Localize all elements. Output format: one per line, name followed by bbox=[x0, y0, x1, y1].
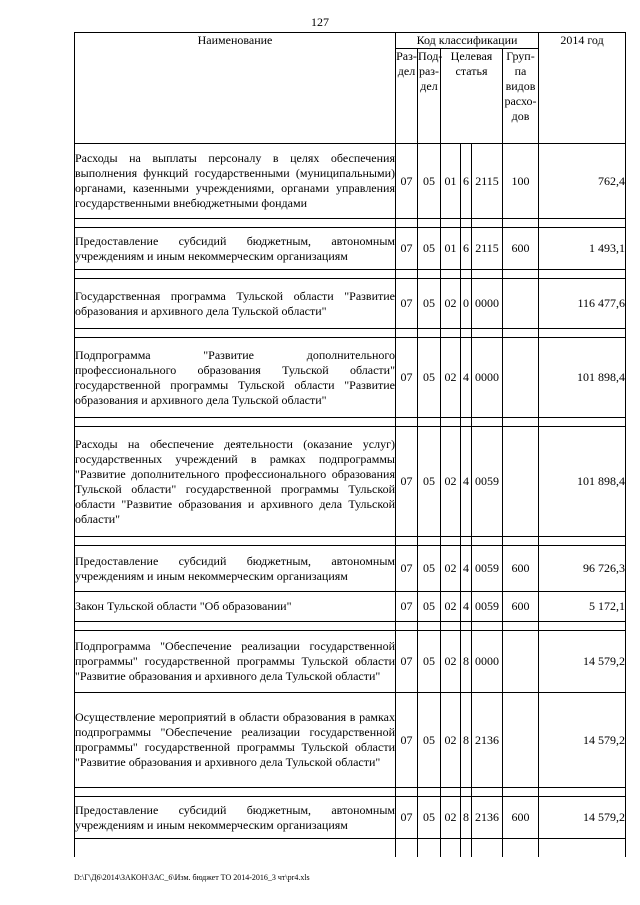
cell-cs3: 2136 bbox=[472, 797, 503, 839]
cell-vid: 600 bbox=[503, 546, 539, 592]
row-spacer bbox=[75, 329, 626, 338]
cell-vid: 100 bbox=[503, 144, 539, 219]
cell-razdel: 07 bbox=[396, 693, 418, 788]
row-spacer bbox=[75, 537, 626, 546]
cell-vid bbox=[503, 427, 539, 537]
cell-razdel: 07 bbox=[396, 631, 418, 693]
cell-amount: 96 726,3 bbox=[539, 546, 626, 592]
cell-razdel: 07 bbox=[396, 338, 418, 418]
cell-vid bbox=[503, 279, 539, 329]
cell-cs3: 2136 bbox=[472, 693, 503, 788]
cell-vid bbox=[503, 693, 539, 788]
row-spacer bbox=[75, 788, 626, 797]
cell-cs1: 02 bbox=[441, 693, 461, 788]
cell-razdel: 07 bbox=[396, 427, 418, 537]
cell-amount: 5 172,1 bbox=[539, 592, 626, 622]
cell-cs1: 02 bbox=[441, 279, 461, 329]
cell-cs3: 0059 bbox=[472, 592, 503, 622]
row-name: Предоставление субсидий бюджетным, автономным учреждениям и иным некоммерческим организациям bbox=[75, 546, 396, 592]
cell-vid bbox=[503, 631, 539, 693]
cell-razdel: 07 bbox=[396, 279, 418, 329]
cell-razdel: 07 bbox=[396, 797, 418, 839]
cell-podrazdel: 05 bbox=[418, 631, 441, 693]
row-spacer bbox=[75, 219, 626, 228]
cell-podrazdel: 05 bbox=[418, 279, 441, 329]
header-year: 2014 год bbox=[539, 33, 626, 144]
row-name: Подпрограмма "Обеспечение реализации государственной программы" государственной программы Тульской области "Развитие образования и архивного дела Тульской области" bbox=[75, 631, 396, 693]
cell-podrazdel: 05 bbox=[418, 144, 441, 219]
cell-amount: 116 477,6 bbox=[539, 279, 626, 329]
cell-podrazdel: 05 bbox=[418, 427, 441, 537]
page-number: 127 bbox=[311, 15, 329, 29]
table-row bbox=[75, 279, 626, 329]
cell-podrazdel: 05 bbox=[418, 546, 441, 592]
cell-cs2: 6 bbox=[461, 228, 472, 270]
cell-cs1: 02 bbox=[441, 631, 461, 693]
row-name: Предоставление субсидий бюджетным, автономным учреждениям и иным некоммерческим организациям bbox=[75, 228, 396, 270]
row-name: Государственная программа Тульской области "Развитие образования и архивного дела Тульской области" bbox=[75, 279, 396, 329]
table-body bbox=[75, 144, 626, 857]
header-target: Целевая статья bbox=[441, 49, 503, 144]
cell-podrazdel: 05 bbox=[418, 693, 441, 788]
cell-cs1: 01 bbox=[441, 228, 461, 270]
cell-razdel: 07 bbox=[396, 228, 418, 270]
cell-cs2: 4 bbox=[461, 592, 472, 622]
cell-cs3: 0000 bbox=[472, 338, 503, 418]
cell-cs2: 8 bbox=[461, 693, 472, 788]
cell-cs2: 0 bbox=[461, 279, 472, 329]
cell-vid: 600 bbox=[503, 228, 539, 270]
header-code: Код классификации bbox=[396, 33, 539, 49]
row-spacer bbox=[75, 270, 626, 279]
cell-cs2: 4 bbox=[461, 546, 472, 592]
cell-cs1: 02 bbox=[441, 797, 461, 839]
table-row bbox=[75, 546, 626, 592]
header-section: Раз- дел bbox=[396, 49, 418, 144]
cell-razdel: 07 bbox=[396, 546, 418, 592]
cell-vid bbox=[503, 338, 539, 418]
table-row bbox=[75, 631, 626, 693]
table-row bbox=[75, 144, 626, 219]
cell-cs1: 02 bbox=[441, 427, 461, 537]
cell-amount: 14 579,2 bbox=[539, 797, 626, 839]
row-name: Подпрограмма "Развитие дополнительного профессионального образования Тульской области" государственной программы Тульской области "Развитие образования и архивного дела Тульской области" bbox=[75, 338, 396, 418]
row-spacer bbox=[75, 839, 626, 857]
cell-razdel: 07 bbox=[396, 144, 418, 219]
table-row bbox=[75, 228, 626, 270]
cell-cs2: 8 bbox=[461, 631, 472, 693]
cell-amount: 14 579,2 bbox=[539, 631, 626, 693]
table-row bbox=[75, 338, 626, 418]
table-row bbox=[75, 693, 626, 788]
cell-cs1: 01 bbox=[441, 144, 461, 219]
cell-vid: 600 bbox=[503, 592, 539, 622]
cell-cs3: 0000 bbox=[472, 631, 503, 693]
cell-cs3: 0000 bbox=[472, 279, 503, 329]
row-name: Закон Тульской области "Об образовании" bbox=[75, 592, 396, 622]
table-row bbox=[75, 427, 626, 537]
cell-podrazdel: 05 bbox=[418, 797, 441, 839]
row-name: Расходы на выплаты персоналу в целях обеспечения выполнения функций государственными (муниципальными) органами, казенными учреждениями, органами управления государственными внебюджетными фондами bbox=[75, 144, 396, 219]
cell-cs2: 4 bbox=[461, 427, 472, 537]
row-name: Расходы на обеспечение деятельности (оказание услуг) государственных учреждений в рамках подпрограммы "Развитие дополнительного профессионального образования Тульской области" государственной программы Тульской области "Развитие образования и архивного дела Тульской области" bbox=[75, 427, 396, 537]
cell-amount: 101 898,4 bbox=[539, 427, 626, 537]
table-row bbox=[75, 592, 626, 622]
row-name: Предоставление субсидий бюджетным, автономным учреждениям и иным некоммерческим организациям bbox=[75, 797, 396, 839]
cell-vid: 600 bbox=[503, 797, 539, 839]
cell-cs1: 02 bbox=[441, 592, 461, 622]
row-name: Осуществление мероприятий в области образования в рамках подпрограммы "Обеспечение реализации государственной программы" государственной программы Тульской области "Развитие образования и архивного дела Тульской области" bbox=[75, 693, 396, 788]
cell-cs3: 0059 bbox=[472, 546, 503, 592]
cell-cs2: 8 bbox=[461, 797, 472, 839]
header-row-1 bbox=[75, 33, 626, 49]
cell-podrazdel: 05 bbox=[418, 338, 441, 418]
header-name: Наименование bbox=[75, 33, 396, 144]
cell-amount: 14 579,2 bbox=[539, 693, 626, 788]
cell-cs3: 0059 bbox=[472, 427, 503, 537]
cell-razdel: 07 bbox=[396, 592, 418, 622]
cell-cs2: 4 bbox=[461, 338, 472, 418]
row-spacer bbox=[75, 622, 626, 631]
cell-podrazdel: 05 bbox=[418, 228, 441, 270]
cell-cs1: 02 bbox=[441, 338, 461, 418]
header-subsection: Под- раз- дел bbox=[418, 49, 441, 144]
row-spacer bbox=[75, 418, 626, 427]
cell-amount: 1 493,1 bbox=[539, 228, 626, 270]
cell-amount: 101 898,4 bbox=[539, 338, 626, 418]
cell-cs1: 02 bbox=[441, 546, 461, 592]
cell-cs3: 2115 bbox=[472, 228, 503, 270]
cell-cs2: 6 bbox=[461, 144, 472, 219]
cell-cs3: 2115 bbox=[472, 144, 503, 219]
file-path-footer: D:\Г\Д6\2014\ЗАКОН\ЗАС_6\Изм. бюджет ТО 2014-2016_3 чт\pr4.xls bbox=[74, 873, 310, 882]
cell-podrazdel: 05 bbox=[418, 592, 441, 622]
table-row bbox=[75, 797, 626, 839]
budget-table bbox=[74, 32, 626, 857]
header-group: Груп- па видов расхо- дов bbox=[503, 49, 539, 144]
cell-amount: 762,4 bbox=[539, 144, 626, 219]
